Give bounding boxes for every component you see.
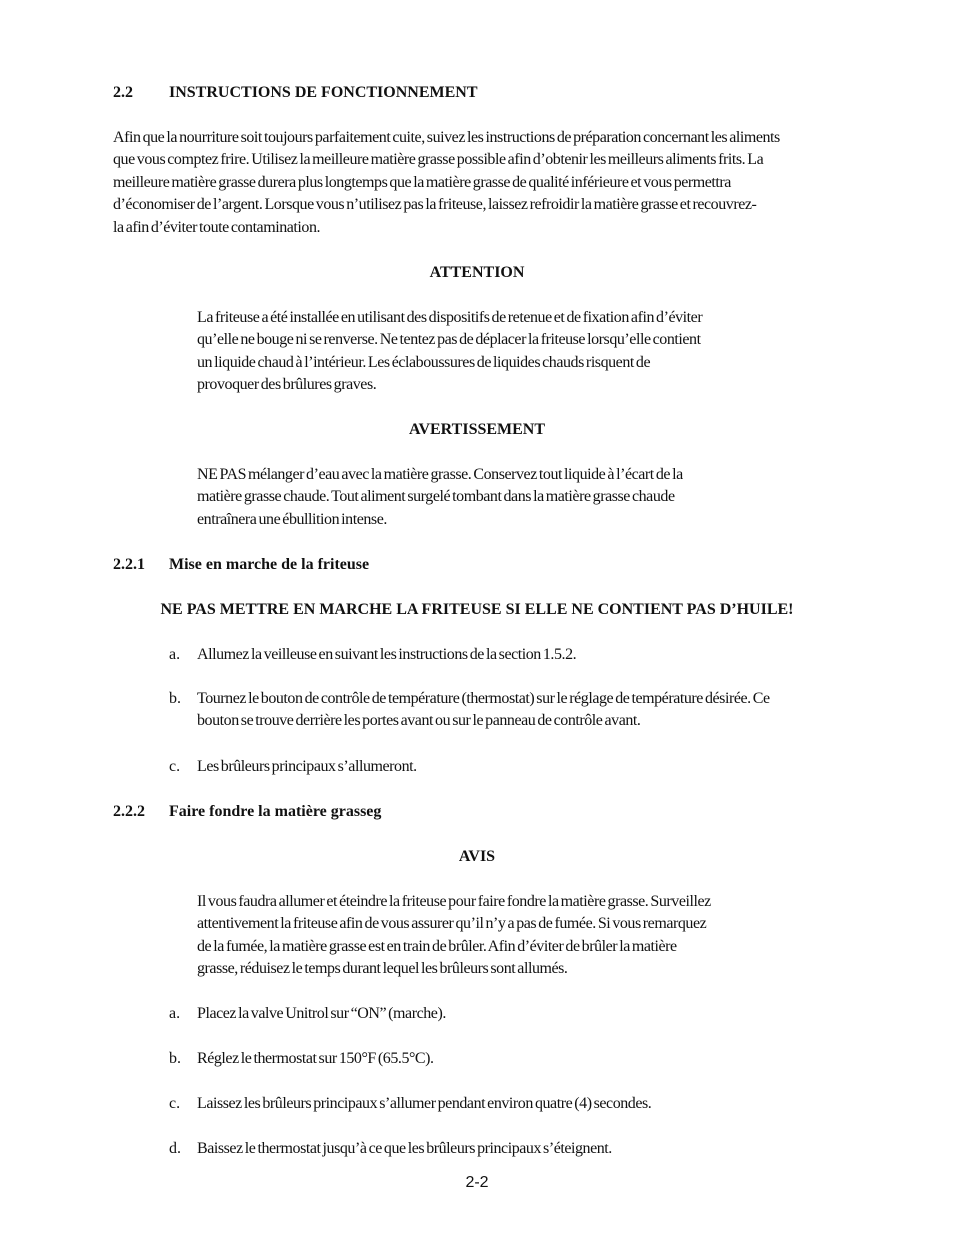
list-item-text: Baissez le thermostat jusqu’à ce que les brûleurs principaux s’éteignent.	[197, 1140, 612, 1157]
no-oil-warning: NE PAS METTRE EN MARCHE LA FRITEUSE SI ELLE NE CONTIENT PAS D’HUILE!	[160, 601, 794, 618]
attention-title: ATTENTION	[429, 264, 525, 281]
avis-line: grasse, réduisez le temps durant lequel les brûleurs sont allumés.	[197, 960, 568, 978]
list-item-text: Réglez le thermostat sur 150°F (65.5°C).	[197, 1050, 434, 1067]
section-title: INSTRUCTIONS DE FONCTIONNEMENT	[169, 84, 478, 101]
intro-line: Afin que la nourriture soit toujours parfaitement cuite, suivez les instructions de préparation concernant les aliments	[113, 129, 780, 146]
intro-line: d’économiser de l’argent. Lorsque vous n’utilisez pas la friteuse, laissez refroidir la matière grasse et recouvrez-	[113, 196, 757, 214]
intro-line: que vous comptez frire. Utilisez la meilleure matière grasse possible afin d’obtenir les meilleurs aliments frits. La	[113, 151, 764, 169]
avertissement-title: AVERTISSEMENT	[408, 421, 546, 438]
avertissement-line: matière grasse chaude. Tout aliment surgelé tombant dans la matière grasse chaude	[197, 488, 675, 506]
list-marker: c.	[169, 1095, 181, 1112]
list-marker: a.	[169, 1005, 181, 1022]
avis-line: attentivement la friteuse afin de vous assurer qu’il n’y a pas de fumée. Si vous remarquez	[197, 915, 707, 933]
subsection-title: Faire fondre la matière grasseg	[169, 803, 382, 820]
list-item-text: Placez la valve Unitrol sur “ON” (marche).	[197, 1005, 446, 1022]
avis-line: de la fumée, la matière grasse est en train de brûler. Afin d’éviter de brûler la matière	[197, 937, 677, 955]
attention-line: un liquide chaud à l’intérieur. Les éclaboussures de liquides chauds risquent de	[197, 353, 651, 371]
attention-text	[197, 307, 757, 397]
list-item-text: Tournez le bouton de contrôle de température (thermostat) sur le réglage de température désirée. Ce	[197, 690, 770, 707]
avertissement-text	[197, 464, 757, 531]
list-item-text: Allumez la veilleuse en suivant les instructions de la section 1.5.2.	[197, 646, 577, 663]
list-marker: b.	[169, 690, 181, 707]
page-number: 2-2	[465, 1174, 489, 1191]
avertissement-line: entraînera une ébullition intense.	[197, 510, 387, 528]
list-marker: c.	[169, 758, 181, 775]
attention-line: La friteuse a été installée en utilisant des dispositifs de retenue et de fixation afin d’éviter	[197, 309, 703, 326]
intro-line: la afin d’éviter toute contamination.	[113, 218, 321, 236]
subsection-number: 2.2.2	[113, 803, 145, 820]
avis-title: AVIS	[458, 848, 496, 865]
intro-paragraph	[113, 127, 841, 239]
attention-line: provoquer des brûlures graves.	[197, 376, 377, 394]
subsection-title: Mise en marche de la friteuse	[169, 556, 370, 573]
list-marker: d.	[169, 1140, 181, 1157]
list-item-text: bouton se trouve derrière les portes avant ou sur le panneau de contrôle avant.	[197, 712, 641, 730]
list-marker: b.	[169, 1050, 181, 1067]
list-marker: a.	[169, 646, 181, 663]
list-item-text: Laissez les brûleurs principaux s’allumer pendant environ quatre (4) secondes.	[197, 1095, 652, 1112]
avis-text	[197, 891, 757, 981]
intro-line: meilleure matière grasse durera plus longtemps que la matière grasse de qualité inférieure et vous permettra	[113, 173, 731, 191]
section-number: 2.2	[113, 84, 133, 101]
list-item-text: Les brûleurs principaux s’allumeront.	[197, 758, 417, 775]
subsection-number: 2.2.1	[113, 556, 145, 573]
avis-line: Il vous faudra allumer et éteindre la friteuse pour faire fondre la matière grasse. Surveillez	[197, 893, 711, 910]
attention-line: qu’elle ne bouge ni se renverse. Ne tentez pas de déplacer la friteuse lorsqu’elle contient	[197, 331, 701, 349]
avertissement-line: NE PAS mélanger d’eau avec la matière grasse. Conservez tout liquide à l’écart de la	[197, 466, 683, 483]
